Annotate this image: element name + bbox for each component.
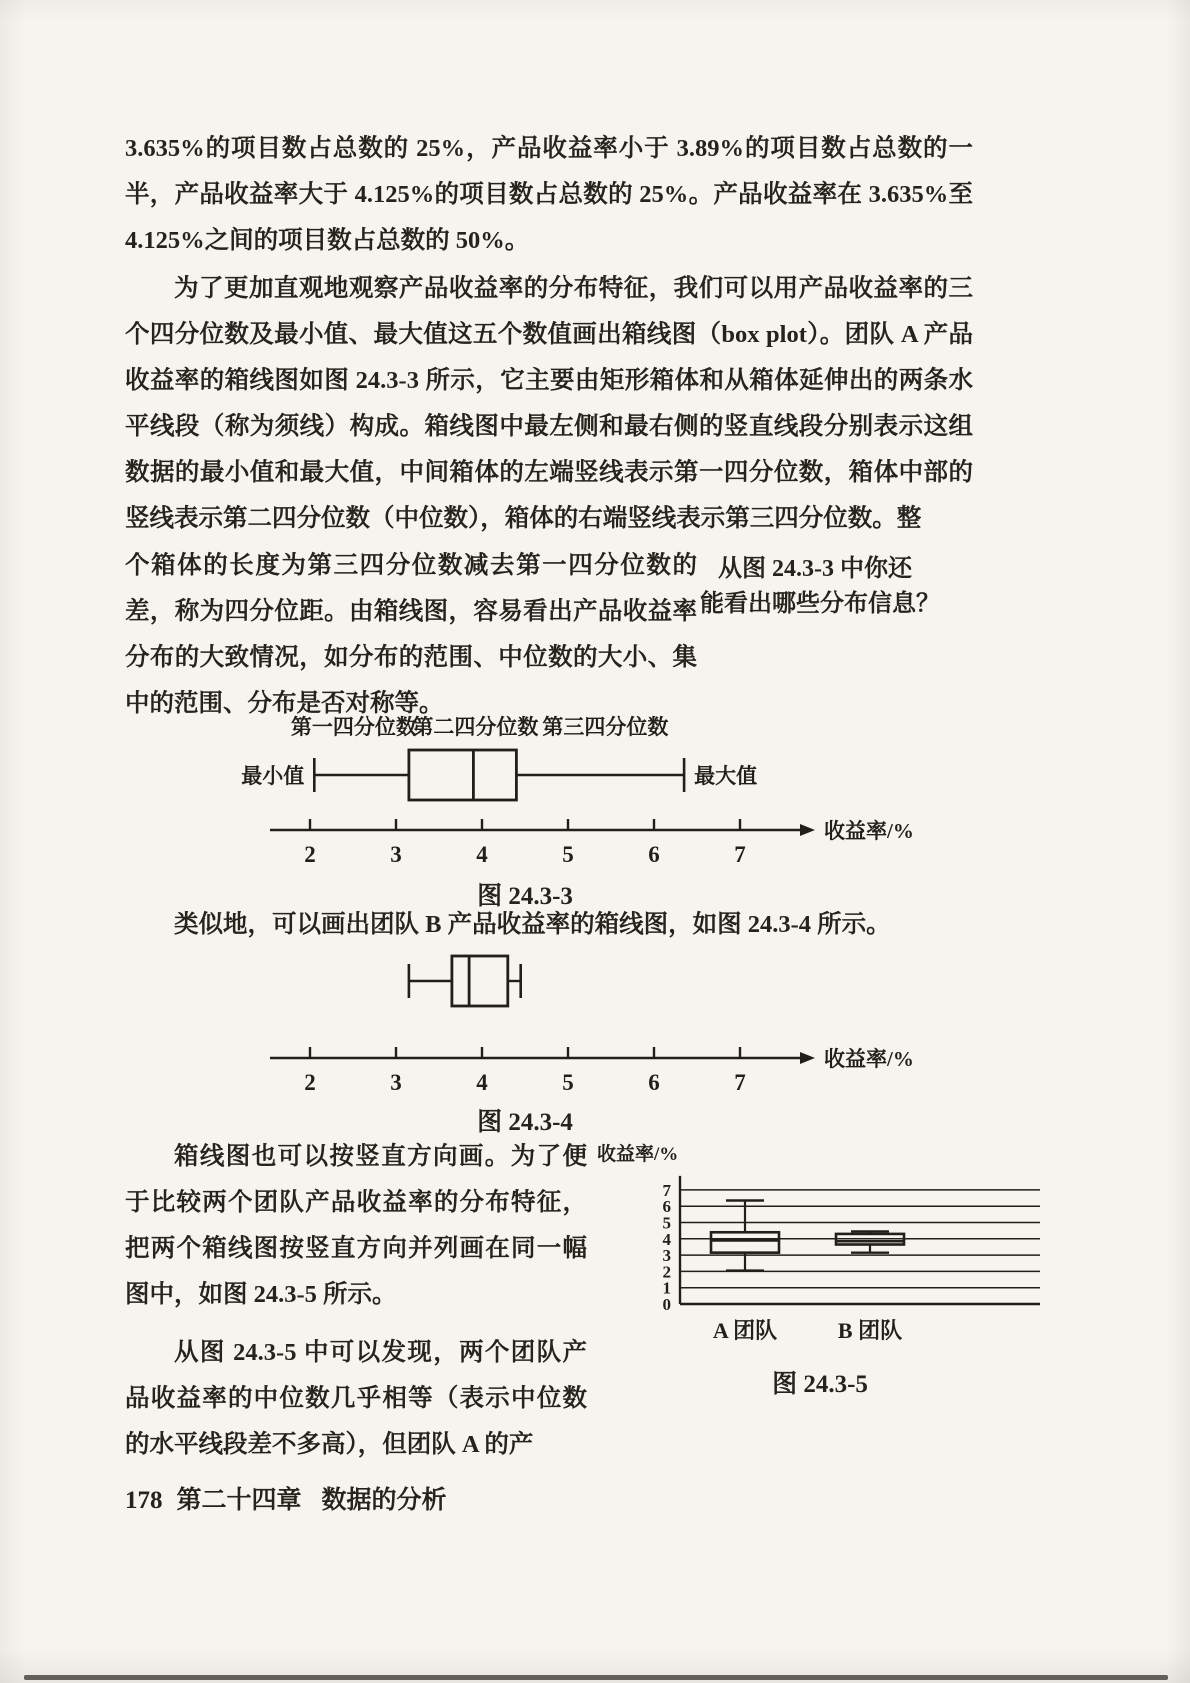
axis-title: 收益率/% bbox=[824, 1047, 914, 1071]
paragraph-vertical-boxplot: 箱线图也可以按竖直方向画。为了便于比较两个团队产品收益率的分布特征，把两个箱线图按竖直方向并列画在同一幅图中，如图 24.3-5 所示。 bbox=[125, 1143, 587, 1308]
paragraph-boxplot-intro-cont: 个箱体的长度为第三四分位数减去第一四分位数的差，称为四分位距。由箱线图，容易看出产品收益率分布的大致情况，如分布的范围、中位数的大小、集中的范围、分布是否对称等。 bbox=[125, 552, 697, 717]
axis-tick-label: 3 bbox=[662, 1246, 671, 1266]
axis-tick-label: 3 bbox=[390, 1070, 402, 1095]
box-rect bbox=[452, 956, 508, 1006]
figure-24-3-4 bbox=[125, 946, 950, 1138]
axis-title: 收益率/% bbox=[824, 819, 914, 843]
figure-caption: 图 24.3-5 bbox=[772, 1371, 868, 1398]
boxplot-chart-vertical-comparison bbox=[595, 1142, 1045, 1348]
category-label: A 团队 bbox=[712, 1318, 778, 1343]
category-label: B 团队 bbox=[837, 1318, 903, 1343]
axis-tick-label: 2 bbox=[304, 1070, 316, 1095]
axis-title: 收益率/% bbox=[597, 1144, 679, 1165]
paragraph-continued: 3.635%的项目数占总数的 25%，产品收益率小于 3.89%的项目数占总数的一半，产品收益率大于 4.125%的项目数占总数的 25%。产品收益率在 3.635%至 4.125%之间的项目数占总数的 50%。 bbox=[125, 135, 973, 254]
bottom-section bbox=[125, 1134, 1055, 1468]
axis-tick-label: 3 bbox=[390, 842, 402, 867]
axis-tick-label: 4 bbox=[662, 1229, 671, 1249]
paragraph-boxplot-intro: 为了更加直观地观察产品收益率的分布特征，我们可以用产品收益率的三个四分位数及最小值、最大值这五个数值画出箱线图（box plot）。团队 A 产品收益率的箱线图如图 24.3-3 所示，它主要由矩形箱体和从箱体延伸出的两条水平线段（称为须线）构成。箱线图中最左侧和最右侧的竖直线段分别表示这组数据的最小值和最大值，中间箱体的左端竖线表示第一四分位数，箱体中部的竖线表示第二四分位数（中位数），箱体的右端竖线表示第三四分位数。整 bbox=[125, 275, 973, 532]
axis-tick-label: 2 bbox=[662, 1262, 671, 1282]
axis-tick-label: 4 bbox=[476, 842, 488, 867]
axis-tick-label: 6 bbox=[648, 842, 660, 867]
q2-annotation: 第二四分位数 bbox=[412, 715, 539, 739]
axis-arrowhead bbox=[800, 1052, 815, 1064]
figure-24-3-5 bbox=[595, 1142, 1055, 1400]
q1-annotation: 第一四分位数 bbox=[290, 715, 417, 739]
figure-24-3-3 bbox=[125, 702, 950, 912]
figure-caption: 图 24.3-4 bbox=[477, 1109, 573, 1136]
bottom-text-column bbox=[125, 1134, 595, 1468]
chapter-label: 第二十四章 bbox=[176, 1487, 302, 1514]
axis-tick-label: 7 bbox=[662, 1180, 671, 1200]
axis-tick-label: 2 bbox=[304, 842, 316, 867]
axis-tick-label: 0 bbox=[662, 1295, 671, 1314]
axis-tick-label: 6 bbox=[648, 1070, 660, 1095]
page-number: 178 bbox=[125, 1487, 163, 1514]
paragraph-comparison: 从图 24.3-5 中可以发现，两个团队产品收益率的中位数几乎相等（表示中位数的水平线段差不多高），但团队 A 的产 bbox=[125, 1339, 587, 1458]
axis-tick-label: 5 bbox=[562, 1070, 574, 1095]
box-rect bbox=[409, 750, 517, 800]
margin-note-line: 从图 24.3-3 中你还 bbox=[718, 556, 912, 582]
boxplot-chart-team-b bbox=[210, 946, 950, 1098]
axis-arrowhead bbox=[800, 824, 815, 836]
axis-tick-label: 5 bbox=[662, 1213, 671, 1233]
q3-annotation: 第三四分位数 bbox=[542, 715, 669, 739]
boxplot-chart-team-a bbox=[210, 702, 950, 872]
max-annotation: 最大值 bbox=[694, 764, 758, 788]
figure-caption: 图 24.3-3 bbox=[477, 883, 573, 910]
axis-tick-label: 1 bbox=[662, 1278, 671, 1298]
margin-note bbox=[700, 552, 998, 622]
page-footer bbox=[125, 1480, 447, 1516]
axis-tick-label: 4 bbox=[476, 1070, 488, 1095]
min-annotation: 最小值 bbox=[241, 764, 305, 788]
box-rect bbox=[711, 1232, 779, 1252]
paragraph-team-b: 类似地，可以画出团队 B 产品收益率的箱线图，如图 24.3-4 所示。 bbox=[174, 911, 891, 938]
axis-tick-label: 7 bbox=[734, 842, 746, 867]
axis-tick-label: 5 bbox=[562, 842, 574, 867]
chapter-title: 数据的分析 bbox=[321, 1487, 447, 1514]
bottom-figure-column bbox=[595, 1134, 1055, 1468]
axis-tick-label: 6 bbox=[662, 1197, 671, 1217]
scan-edge-line bbox=[24, 1675, 1168, 1680]
axis-tick-label: 7 bbox=[734, 1070, 746, 1095]
margin-note-line: 能看出哪些分布信息？ bbox=[700, 591, 940, 617]
